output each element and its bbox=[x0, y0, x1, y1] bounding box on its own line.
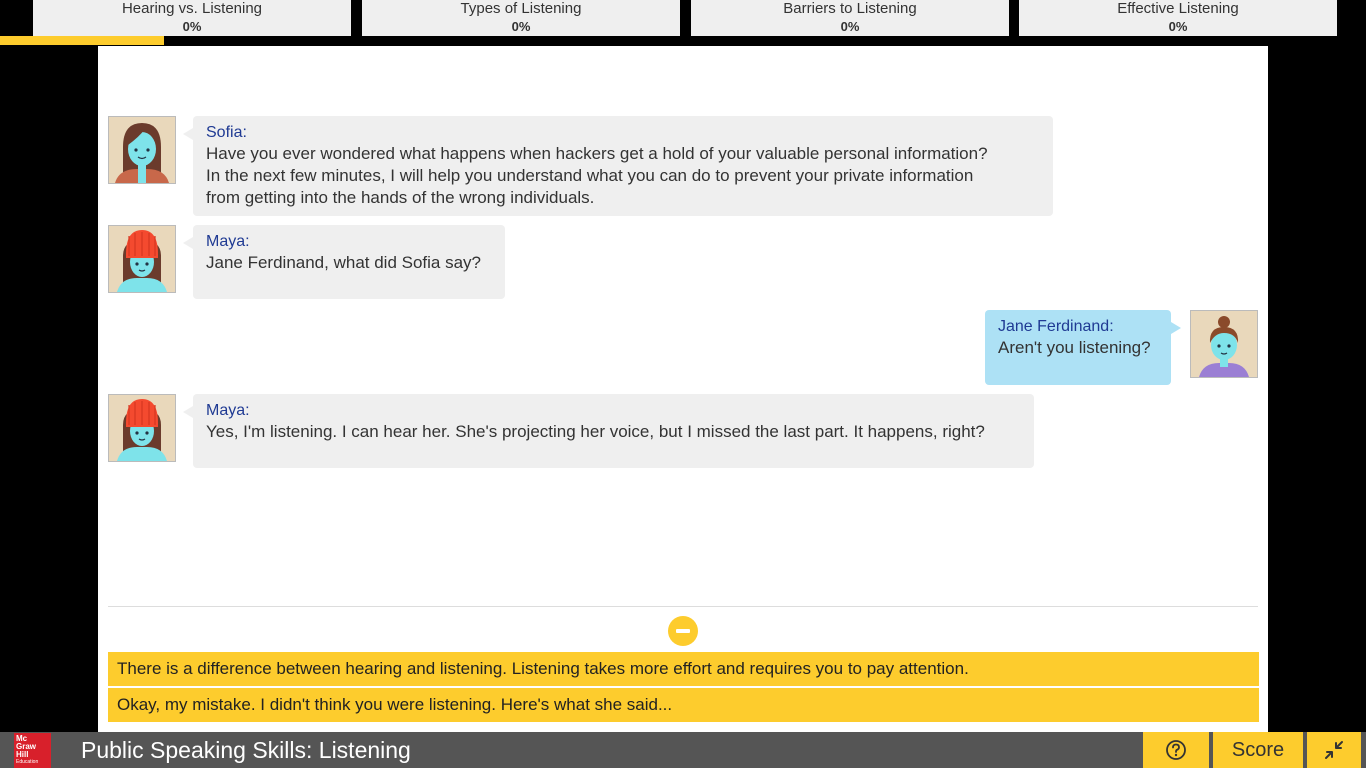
speaker-name: Sofia: bbox=[206, 124, 247, 141]
speaker-name: Jane Ferdinand: bbox=[998, 318, 1114, 335]
message-bubble-maya bbox=[193, 394, 1034, 468]
message-line: from getting into the hands of the wrong individuals. bbox=[206, 188, 595, 207]
message-line: Yes, I'm listening. I can hear her. She's projecting her voice, but I missed the last part. It happens, right? bbox=[206, 422, 985, 441]
help-button[interactable] bbox=[1143, 732, 1209, 768]
tab-percent: 0% bbox=[840, 19, 860, 34]
tab-hearing-vs-listening[interactable] bbox=[33, 0, 351, 36]
collapse-arrows-icon bbox=[1323, 739, 1345, 761]
collapse-choices-button[interactable] bbox=[668, 616, 698, 646]
logo-text: Mc bbox=[16, 734, 28, 743]
overall-progress-track bbox=[0, 36, 1366, 46]
score-button[interactable]: Score bbox=[1213, 732, 1303, 768]
tab-effective-listening[interactable] bbox=[1019, 0, 1337, 36]
overall-progress-fill bbox=[0, 36, 164, 45]
logo-subtext: Education bbox=[16, 759, 39, 765]
message-line: Have you ever wondered what happens when hackers get a hold of your valuable personal information? bbox=[206, 144, 988, 163]
mcgraw-hill-logo bbox=[14, 733, 51, 768]
tab-label: Barriers to Listening bbox=[783, 0, 917, 17]
collapse-view-button[interactable] bbox=[1307, 732, 1361, 768]
tab-percent: 0% bbox=[182, 19, 202, 34]
avatar-jane-icon bbox=[1190, 310, 1258, 378]
response-choice-1[interactable]: There is a difference between hearing and listening. Listening takes more effort and requires you to pay attention. bbox=[108, 652, 1259, 686]
tab-label: Effective Listening bbox=[1117, 0, 1239, 17]
logo-text: Hill bbox=[16, 750, 29, 759]
minus-icon bbox=[676, 629, 690, 633]
tab-percent: 0% bbox=[511, 19, 531, 34]
speaker-name: Maya: bbox=[206, 402, 250, 419]
message-bubble-maya bbox=[193, 225, 505, 299]
message-line: In the next few minutes, I will help you understand what you can do to prevent your private information bbox=[206, 166, 974, 185]
tab-label: Hearing vs. Listening bbox=[121, 0, 263, 17]
avatar-maya-icon bbox=[108, 225, 176, 293]
conversation-panel bbox=[98, 46, 1268, 732]
message-line: Aren't you listening? bbox=[998, 338, 1151, 357]
message-bubble-sofia bbox=[193, 116, 1053, 216]
logo-text: Graw bbox=[16, 742, 37, 751]
tab-percent: 0% bbox=[1168, 19, 1188, 34]
avatar-sofia-icon bbox=[108, 116, 176, 184]
tab-barriers-to-listening[interactable] bbox=[691, 0, 1009, 36]
question-circle-icon bbox=[1165, 739, 1187, 761]
avatar-maya-icon bbox=[108, 394, 176, 462]
speaker-name: Maya: bbox=[206, 233, 250, 250]
response-choice-2[interactable]: Okay, my mistake. I didn't think you were listening. Here's what she said... bbox=[108, 688, 1259, 722]
app-title: Public Speaking Skills: Listening bbox=[81, 737, 411, 763]
choices-divider bbox=[108, 606, 1258, 607]
section-progress-bar bbox=[0, 0, 1366, 46]
tab-types-of-listening[interactable] bbox=[362, 0, 680, 36]
message-bubble-jane bbox=[985, 310, 1171, 385]
message-line: Jane Ferdinand, what did Sofia say? bbox=[206, 253, 482, 272]
tab-label: Types of Listening bbox=[460, 0, 582, 17]
